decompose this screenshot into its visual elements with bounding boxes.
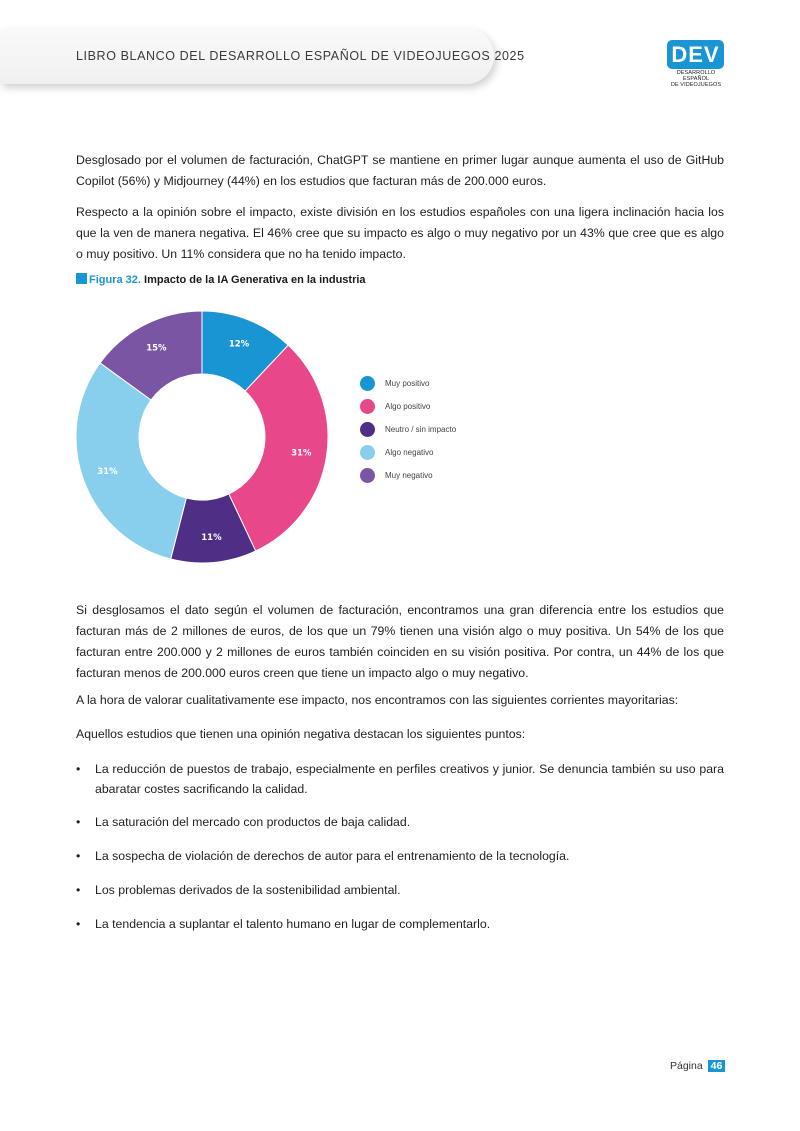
figure-title: Impacto de la IA Generativa en la industria [144, 274, 366, 286]
figure-number: Figura 32. [89, 274, 141, 286]
page-number [670, 1060, 725, 1072]
donut-slice [76, 363, 186, 559]
legend-item [360, 395, 456, 418]
logo-subtitle-line1: DESARROLLO ESPAÑOL [676, 70, 716, 82]
slice-label: 11% [201, 533, 222, 544]
legend-item [360, 441, 456, 464]
legend-item [360, 372, 456, 395]
legend-swatch [360, 445, 375, 460]
logo-mark: DEV [667, 40, 724, 69]
bullet-item: • La tendencia a suplantar el talento humano en lugar de complementarlo. [76, 914, 724, 934]
page-number-box: 46 [708, 1060, 726, 1072]
legend-item [360, 418, 456, 441]
paragraph-1: Desglosado por el volumen de facturación, ChatGPT se mantiene en primer lugar aunque aumenta el uso de GitHub Copilot (56%) y Midjourney (44%) en los estudios que facturan más de 200.000 euros. [76, 153, 724, 188]
slice-label: 31% [291, 448, 312, 459]
slice-label: 15% [146, 343, 167, 354]
slice-label: 31% [97, 467, 118, 478]
legend-swatch [360, 376, 375, 391]
legend-swatch [360, 468, 375, 483]
legend-label: Muy negativo [385, 471, 433, 480]
bullet-item: • La sospecha de violación de derechos de autor para el entrenamiento de la tecnología. [76, 846, 724, 866]
paragraph-2: Respecto a la opinión sobre el impacto, existe división en los estudios españoles con una ligera inclinación hacia los que la ven de manera negativa. El 46% cree que su impacto es algo o muy negativo por un 43% que cree que es algo o muy positivo. Un 11% considera que no ha tenido impacto. [76, 205, 724, 261]
legend-label: Algo positivo [385, 402, 431, 411]
paragraph-5: Aquellos estudios que tienen una opinión negativa destacan los siguientes puntos: [76, 727, 526, 741]
logo-subtitle-line2: DE VIDEOJUEGOS [670, 82, 722, 88]
paragraph-3: Si desglosamos el dato según el volumen de facturación, encontramos una gran diferencia entre los estudios que facturan más de 2 millones de euros, de los que un 79% tienen una visión algo o muy positiva. Un 54% de los que facturan entre 200.000 y 2 millones de euros también coinciden en su visión positiva. Por contra, un 44% de los que facturan menos de 200.000 euros creen que tiene un impacto algo o muy negativo. [76, 603, 724, 680]
legend-swatch [360, 399, 375, 414]
page-label: Página [670, 1060, 703, 1072]
legend-label: Algo negativo [385, 448, 434, 457]
bullet-item: • La reducción de puestos de trabajo, especialmente en perfiles creativos y junior. Se denuncia también su uso para abaratar costes sacrificando la calidad. [76, 759, 724, 799]
legend-swatch [360, 422, 375, 437]
paragraph-4: A la hora de valorar cualitativamente ese impacto, nos encontramos con las siguientes corrientes mayoritarias: [76, 693, 679, 707]
slice-label: 12% [228, 339, 250, 350]
bullet-item: • Los problemas derivados de la sostenibilidad ambiental. [76, 880, 724, 900]
bullet-list [76, 759, 724, 934]
document-title: LIBRO BLANCO DEL DESARROLLO ESPAÑOL DE VIDEOJUEGOS 2025 [76, 49, 525, 63]
legend-label: Neutro / sin impacto [385, 425, 457, 434]
legend-label: Muy positivo [385, 379, 430, 388]
legend-item [360, 464, 456, 487]
bullet-item: • La saturación del mercado con productos de baja calidad. [76, 812, 724, 832]
chart-legend [360, 372, 456, 487]
